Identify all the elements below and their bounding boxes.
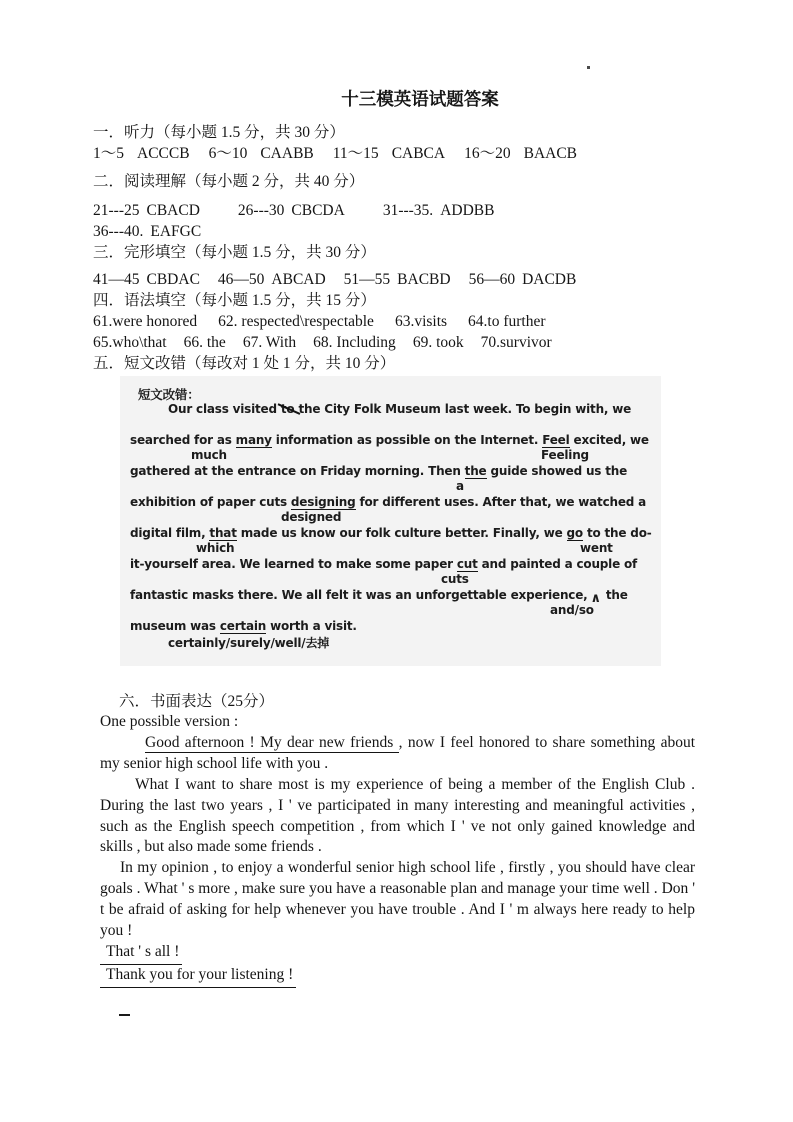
question-range: 51—55: [343, 271, 391, 288]
essay-closing-1: [100, 942, 695, 965]
answer-group: [218, 269, 326, 290]
correction-text: and painted a couple of: [477, 557, 638, 571]
answer-group: [209, 143, 314, 164]
section-heading-cloze: 三．完形填空（每小题 1.5 分，共 30 分）: [93, 244, 376, 261]
answer-letters: BACBD: [397, 271, 451, 288]
question-range: 41—45: [93, 271, 140, 288]
grammar-answer: 62. respected\respectable: [218, 313, 374, 330]
stray-dash-mark: [119, 1014, 130, 1016]
correction-line: [130, 526, 651, 557]
correction-text: made us know our folk culture better. Finally, we: [236, 526, 567, 540]
question-range: 21---25: [93, 202, 140, 219]
answer-letters: CBACD: [146, 202, 200, 219]
essay-closing-text: Thank you for your listening !: [100, 965, 296, 988]
correction-text: certain: [219, 619, 267, 633]
correction-text: digital film,: [130, 526, 210, 540]
grammar-answers-row-2: [93, 332, 701, 353]
question-range: 26---30: [237, 202, 285, 219]
answer-letters: EAFGC: [150, 223, 202, 240]
correction-text: excited, we: [569, 433, 649, 447]
grammar-answers-row-1: [93, 311, 701, 332]
reading-answers-row-2: [93, 221, 701, 242]
correction-answer: designed: [281, 510, 342, 524]
correction-answer: a: [456, 479, 464, 493]
correction-line: [130, 402, 651, 433]
reading-answers-row-1: [93, 200, 701, 221]
essay-closing-text: That ' s all !: [100, 942, 182, 965]
grammar-answer: 70.survivor: [480, 334, 552, 351]
correction-line: [130, 619, 651, 650]
answer-letters: ADDBB: [440, 202, 495, 219]
correction-text: worth a visit.: [266, 619, 357, 633]
correction-text: designing: [290, 495, 356, 509]
correction-text: Our class visited: [168, 402, 281, 416]
question-range: 11～15: [332, 145, 379, 162]
essay-paragraph-3: In my opinion , to enjoy a wonderful senior high school life , firstly , you should have clear goals . What ' s more , make sure you have a reasonable plan and manage your time well . Don ' t be afraid of asking for help whenever you have trouble . And I ' m always here ready to help you !: [100, 859, 695, 940]
essay-model-answer: [100, 712, 695, 988]
correction-text: searched for as: [130, 433, 236, 447]
grammar-answer: 68. Including: [313, 334, 396, 351]
cloze-answers-row: [93, 269, 701, 290]
correction-text: the: [464, 464, 487, 478]
answer-group: [464, 143, 577, 164]
correction-passage-image: [120, 376, 661, 666]
correction-text: cut: [456, 557, 478, 571]
question-range: 1～5: [93, 145, 125, 162]
correction-text: that: [209, 526, 237, 540]
correction-text: gathered at the entrance on Friday morning. Then: [130, 464, 465, 478]
correction-text: the City Folk Museum last week. To begin with, we: [294, 402, 632, 416]
correction-label: 短文改错：: [138, 387, 200, 402]
answer-group: [383, 200, 495, 221]
grammar-answer: 65.who\that: [93, 334, 167, 351]
question-range: 6～10: [208, 145, 248, 162]
correction-answer: which: [196, 541, 235, 555]
grammar-answer: 64.to further: [468, 313, 546, 330]
correction-text: for different uses. After that, we watched a: [355, 495, 647, 509]
question-range: 36---40.: [93, 223, 144, 240]
document-content: [93, 88, 701, 988]
stray-dot-mark: [587, 66, 590, 69]
correction-text: museum was: [130, 619, 220, 633]
grammar-answer: 67. With: [242, 334, 297, 351]
grammar-answer: 66. the: [183, 334, 226, 351]
answer-group: [469, 269, 577, 290]
essay-intro: One possible version :: [100, 713, 239, 730]
correction-text: it-yourself area. We learned to make some paper: [130, 557, 457, 571]
section-heading-correction: 五．短文改错（每改对 1 处 1 分，共 10 分）: [93, 355, 396, 372]
caret-insertion-mark: ∧: [590, 591, 601, 606]
answer-letters: CAABB: [260, 145, 314, 162]
correction-answer: and/so: [550, 603, 594, 617]
answer-group: [93, 221, 201, 242]
correction-text: the: [601, 588, 628, 602]
answer-letters: BAACB: [523, 145, 578, 162]
correction-text: Feel: [542, 433, 570, 447]
answer-letters: ABCAD: [271, 271, 326, 288]
correction-line: [130, 433, 651, 464]
answer-letters: DACDB: [522, 271, 577, 288]
answer-letters: CBCDA: [291, 202, 345, 219]
section-heading-reading: 二．阅读理解（每小题 2 分，共 40 分）: [93, 173, 365, 190]
essay-paragraph-2: What I want to share most is my experience of being a member of the English Club . During the last two years , I ' ve participated in many interesting and meaningful activities , such as the English speech competition , from which I ' ve not only gained knowledge and skills , but also made some friends .: [100, 775, 695, 856]
question-range: 56—60: [468, 271, 516, 288]
answer-group: [93, 143, 190, 164]
correction-answer: Feeling: [541, 448, 589, 462]
section-heading-writing: 六．书面表达（25分）: [119, 693, 275, 710]
answer-group: [333, 143, 445, 164]
correction-line: [130, 495, 651, 526]
answer-group: [238, 200, 345, 221]
question-range: 31---35.: [382, 202, 434, 219]
correction-text: many: [235, 433, 272, 447]
essay-greeting-underlined: Good afternoon ! My dear new friends: [145, 733, 399, 751]
answer-group: [93, 200, 200, 221]
correction-text: to the do-: [582, 526, 652, 540]
correction-text: to: [280, 402, 295, 416]
listening-answers-row: [93, 143, 701, 164]
grammar-answer: 61.were honored: [93, 313, 198, 330]
correction-text: fantastic masks there. We all felt it was an unforgettable experience,: [130, 588, 588, 602]
answer-letters: ACCCB: [137, 145, 190, 162]
answer-group: [344, 269, 451, 290]
correction-line: [130, 557, 651, 588]
answer-letters: CABCA: [391, 145, 446, 162]
essay-paragraph-1: [100, 733, 695, 775]
question-range: 16～20: [464, 145, 511, 162]
page-title: 十三模英语试题答案: [341, 89, 499, 109]
essay-closing-2: [100, 965, 695, 988]
essay-paragraph-text: , now I feel honored to share something about my senior high school life with you .: [100, 733, 696, 772]
section-heading-grammar: 四．语法填空（每小题 1.5 分，共 15 分）: [93, 292, 376, 309]
correction-line: [130, 464, 651, 495]
question-range: 46—50: [217, 271, 265, 288]
correction-text: exhibition of paper cuts: [130, 495, 291, 509]
correction-answer: went: [580, 541, 613, 555]
correction-text: go: [566, 526, 583, 540]
correction-answer: certainly/surely/well/去掉: [168, 636, 330, 650]
answer-letters: CBDAC: [146, 271, 200, 288]
grammar-answer: 69. took: [412, 334, 464, 351]
correction-line: [130, 588, 651, 619]
correction-answer: cuts: [441, 572, 469, 586]
section-heading-listening: 一．听力（每小题 1.5 分，共 30 分）: [93, 124, 345, 141]
correction-text: information as possible on the Internet.: [271, 433, 543, 447]
grammar-answer: 63.visits: [394, 313, 448, 330]
correction-text: guide showed us the: [486, 464, 628, 478]
correction-answer: much: [191, 448, 227, 462]
answer-group: [93, 269, 200, 290]
